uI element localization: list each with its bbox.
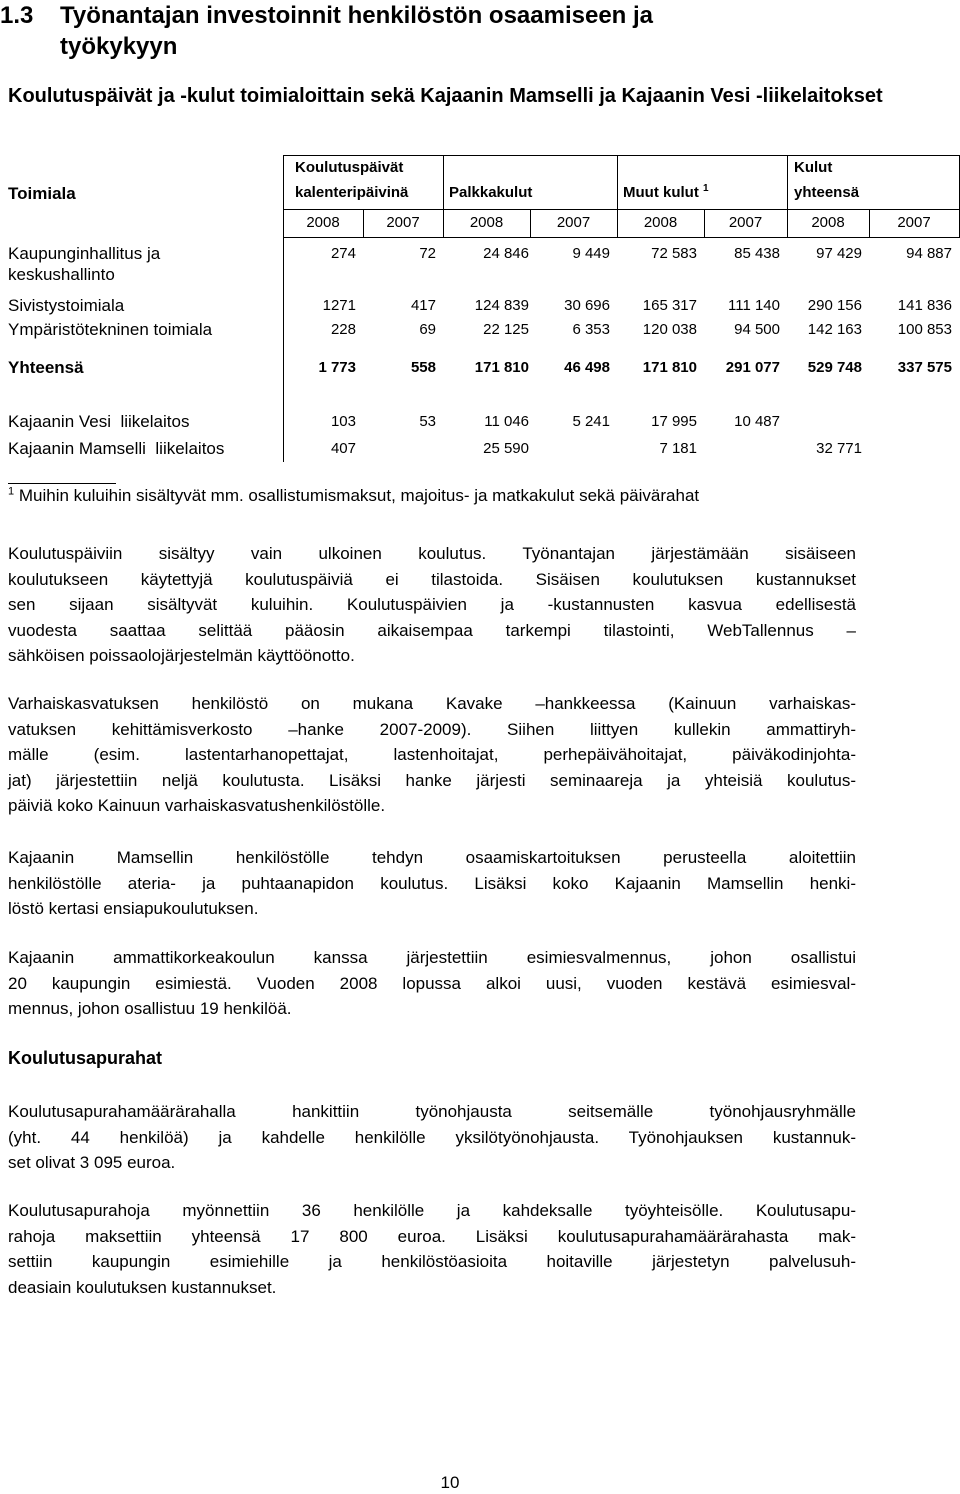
year-header: 2007 (728, 214, 763, 231)
footnote-divider (8, 483, 116, 484)
row-label: Kajaanin Mamselli liikelaitos (8, 439, 225, 458)
col-header-kulut: Kulut (794, 159, 833, 176)
footnote-mark: 1 (8, 485, 15, 498)
text-line: Koulutusapurahoja myönnettiin 36 henkilölle ja kahdeksalle työyhteisölle. Koulutusapu- (8, 1201, 856, 1220)
table-cell: 30 696 (564, 297, 610, 314)
total-cell: 337 575 (897, 359, 952, 376)
row-label: keskushallinto (8, 265, 115, 284)
text-line: deasiain koulutuksen kustannukset. (8, 1277, 277, 1297)
footnote-ref: 1 (703, 183, 709, 194)
row-label: Sivistystoimiala (8, 296, 125, 315)
subsection-heading: Koulutusapurahat (8, 1048, 163, 1068)
year-header: 2007 (556, 214, 591, 231)
row-label: Kaupunginhallitus ja (8, 244, 161, 263)
table-cell: 10 487 (734, 413, 780, 430)
year-header: 2008 (643, 214, 678, 231)
text-line: Kajaanin ammattikorkeakoulun kanssa järjestettiin esimiesvalmennus, johon osallistui (8, 948, 856, 967)
table-cell: 25 590 (483, 440, 529, 457)
text-line: (yht. 44 henkilöä) ja kahdelle henkilölle yksilötyönohjausta. Työnohjauksen kustannuk- (8, 1127, 856, 1147)
text-line: löstö kertasi ensiapukoulutuksen. (8, 899, 259, 918)
year-header: 2008 (469, 214, 504, 231)
text-line: settiin kaupungin esimiehille ja henkilöstöasioita hoitaville järjestetyn palvelusuh- (8, 1252, 856, 1271)
page-number: 10 (440, 1473, 460, 1492)
table-cell: 9 449 (572, 245, 610, 262)
footnote (8, 486, 699, 506)
total-cell: 46 498 (564, 359, 610, 376)
text-line: mennus, johon osallistuu 19 henkilöä. (8, 999, 292, 1018)
col-header-yhteensa: yhteensä (794, 184, 860, 201)
text-line: Varhaiskasvatuksen henkilöstö on mukana Kavake –hankkeessa (Kainuun varhaiskas- (8, 694, 856, 713)
table-cell: 53 (419, 413, 436, 430)
text-line: Kajaanin Mamsellin henkilöstölle tehdyn osaamiskartoituksen perusteella aloitettiin (8, 848, 856, 867)
paragraph (8, 541, 856, 669)
table-cell: 228 (330, 321, 356, 338)
text-line: sen sijaan sisältyvät kuluihin. Koulutuspäivien ja -kustannusten kasvua edellisestä (8, 595, 856, 614)
table-cell: 69 (419, 321, 436, 338)
table-cell: 290 156 (807, 297, 862, 314)
total-cell: 291 077 (725, 359, 780, 376)
table-cell: 24 846 (483, 245, 529, 262)
footnote-text: Muihin kuluihin sisältyvät mm. osallistumismaksut, majoitus- ja matkakulut sekä päivärahat (18, 486, 700, 505)
paragraph (8, 845, 856, 922)
col-header-toimiala: Toimiala (8, 184, 76, 203)
paragraph (8, 945, 856, 1022)
table-cell: 17 995 (651, 413, 697, 430)
text-line: set olivat 3 095 euroa. (8, 1153, 176, 1172)
table-cell: 22 125 (483, 321, 529, 338)
table-cell: 141 836 (897, 297, 952, 314)
section-title: Työnantajan investoinnit henkilöstön osaamiseen ja työkykyyn (60, 2, 654, 60)
table-cell: 407 (330, 440, 356, 457)
table-cell: 11 046 (484, 413, 529, 430)
table-cell: 103 (330, 413, 356, 430)
year-header: 2008 (811, 214, 845, 231)
table-cell: 5 241 (572, 413, 610, 430)
paragraph (8, 1099, 856, 1176)
total-cell: 171 810 (642, 359, 697, 376)
col-header-kalenteripaivina: kalenteripäivinä (295, 184, 409, 201)
text-line: Koulutusapurahamäärärahalla hankittiin työnohjausta seitsemälle työnohjausryhmälle (8, 1102, 856, 1121)
text-line: vuodesta saattaa selittää pääosin aikaisempaa tarkempi tilastointi, WebTallennus – (8, 620, 856, 640)
section-number: 1.3 (0, 2, 34, 29)
table-cell: 32 771 (816, 440, 862, 457)
row-label: Kajaanin Vesi liikelaitos (8, 412, 190, 431)
col-header-palkkakulut: Palkkakulut (449, 184, 533, 201)
table-cell: 1271 (322, 297, 356, 314)
training-costs-table (0, 0, 960, 470)
text-line: mälle (esim. lastentarhanopettajat, lastenhoitajat, perhepäivähoitajat, päiväkodinjohta- (8, 745, 856, 764)
total-cell: 558 (410, 359, 436, 376)
text-line: vatuksen kehittämisverkosto –hanke 2007-2009). Siihen liittyen kullekin ammattiryh- (8, 719, 856, 739)
col-header-koulutuspaivat: Koulutuspäivät (295, 159, 404, 176)
table-caption: Koulutuspäivät ja -kulut toimialoittain sekä Kajaanin Mamselli ja Kajaanin Vesi -liikelaitokset (8, 85, 883, 107)
table-cell: 94 500 (734, 321, 780, 338)
table-cell: 85 438 (734, 245, 780, 262)
table-cell: 142 163 (807, 321, 862, 338)
text-line: henkilöstölle ateria- ja puhtaanapidon koulutus. Lisäksi koko Kajaanin Mamsellin henki- (8, 873, 856, 893)
table-cell: 120 038 (642, 321, 697, 338)
table-cell: 274 (330, 245, 356, 262)
text-line: sähköisen poissaolojärjestelmän käyttöönotto. (8, 646, 355, 665)
col-header-muut-kulut: Muut kulut $^1$ (623, 183, 709, 201)
year-header: 2008 (306, 214, 340, 231)
year-header: 2007 (386, 214, 420, 231)
row-label: Ympäristötekninen toimiala (8, 320, 213, 339)
table-cell: 72 (419, 245, 436, 262)
table-cell: 6 353 (572, 321, 610, 338)
table-cell: 417 (410, 297, 436, 314)
total-cell: 1 773 (318, 359, 356, 376)
total-cell: 171 810 (474, 359, 529, 376)
text-line: päiviä koko Kainuun varhaiskasvatushenkilöstölle. (8, 796, 386, 815)
table-cell: 7 181 (659, 440, 697, 457)
table-cell: 100 853 (897, 321, 952, 338)
table-cell: 94 887 (906, 245, 952, 262)
table-cell: 111 140 (728, 297, 780, 314)
total-cell: 529 748 (807, 359, 862, 376)
year-header: 2007 (897, 214, 931, 231)
paragraph (8, 1198, 856, 1300)
text-line: 20 kaupungin esimiestä. Vuoden 2008 lopussa alkoi uusi, vuoden kestävä esimiesval- (8, 973, 856, 993)
text-line: rahoja maksettiin yhteensä 17 800 euroa. Lisäksi koulutusapurahamäärärahasta mak- (8, 1226, 856, 1246)
table-cell: 97 429 (816, 245, 862, 262)
text-line: Koulutuspäiviin sisältyy vain ulkoinen koulutus. Työnantajan järjestämään sisäiseen (8, 544, 856, 563)
text-line: jat) järjestettiin neljä koulutusta. Lisäksi hanke järjesti seminaareja ja yhteisiä koulutus- (8, 770, 856, 790)
total-row-label: Yhteensä (8, 358, 84, 377)
text-line: koulutukseen käytettyjä koulutuspäiviä ei tilastoida. Sisäisen koulutuksen kustannukset (8, 569, 856, 589)
table-cell: 124 839 (474, 297, 529, 314)
paragraph (8, 691, 856, 819)
table-cell: 165 317 (642, 297, 697, 314)
table-cell: 72 583 (651, 245, 697, 262)
